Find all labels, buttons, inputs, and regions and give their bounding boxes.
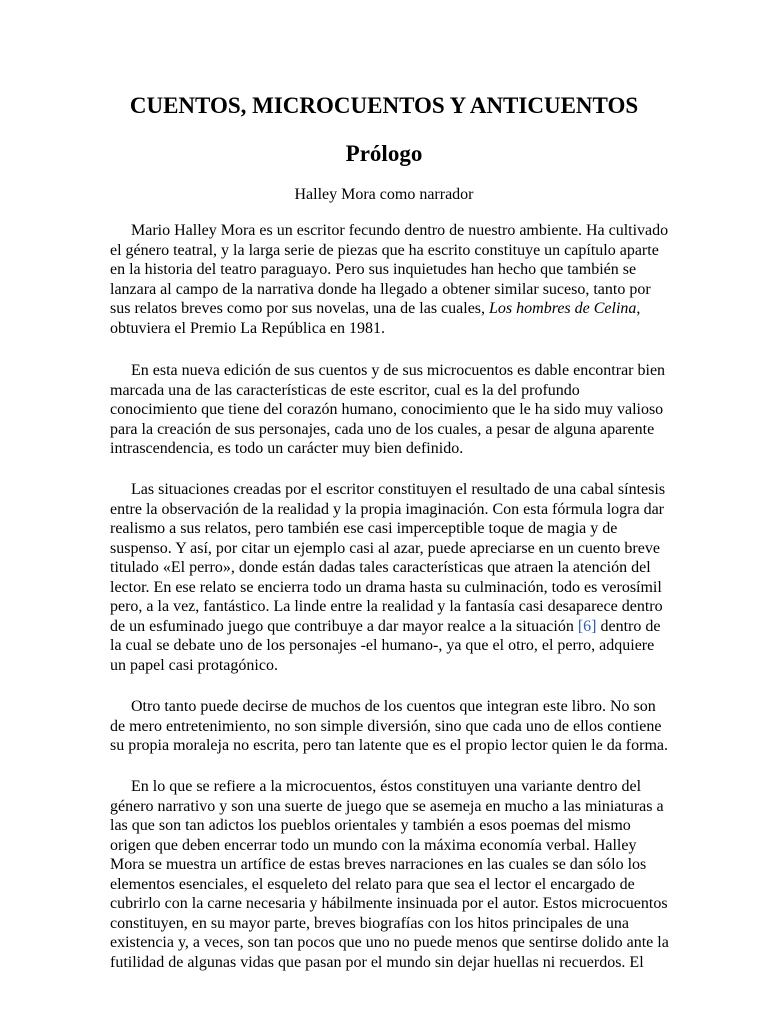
text-line: constituyen, en su mayor parte, breves biografías con los hitos principales de una xyxy=(110,914,629,932)
paragraph-1 xyxy=(110,221,730,338)
text-line: origen que deben encerrar todo un mundo con la máxima economía verbal. Halley xyxy=(110,836,637,854)
section-byline: Halley Mora como narrador xyxy=(294,186,474,203)
text-line: un papel casi protagónico. xyxy=(110,656,278,674)
text-segment: dentro de xyxy=(596,617,661,635)
text-line: lanzara al campo de la narrativa donde ha llegado a obtener similar suceso, tanto por xyxy=(110,280,651,298)
text-line: conocimiento que tiene del corazón humano, conocimiento que le ha sido muy valioso xyxy=(110,401,664,418)
text-line xyxy=(110,299,730,319)
text-line xyxy=(110,617,730,637)
paragraph-2 xyxy=(110,361,730,459)
text-line: Otro tanto puede decirse de muchos de los cuentos que integran este libro. No son xyxy=(131,698,656,715)
text-line: suspenso. Y así, por citar un ejemplo casi al azar, puede apreciarse en un cuento breve xyxy=(110,539,660,557)
text-line: de mero entretenimiento, no son simple diversión, sino que cada uno de ellos contiene xyxy=(110,717,662,735)
paragraph-4 xyxy=(110,697,730,756)
text-line: existencia y, a veces, son tan pocos que uno no puede menos que sentirse dolido ante la xyxy=(110,934,669,951)
book-title: Los hombres de Celina xyxy=(489,300,637,317)
footnote-link[interactable]: [6] xyxy=(577,617,597,635)
text-line: la cual se debate uno de los personajes -el humano-, ya que el otro, el perro, adquiere xyxy=(110,637,655,654)
text-segment: de un esfuminado juego que contribuye a dar mayor realce a la situación xyxy=(110,617,578,635)
text-line: futilidad de algunas vidas que pasan por el mundo sin dejar huellas ni recuerdos. El xyxy=(110,953,644,971)
text-line: género narrativo y son una suerte de juego que se asemeja en mucho a las miniaturas a xyxy=(110,797,664,815)
text-line: pero, a la vez, fantástico. La linde entre la realidad y la fantasía casi desaparece dentro xyxy=(110,598,663,615)
text-line: Mario Halley Mora es un escritor fecundo dentro de nuestro ambiente. Ha cultivado xyxy=(131,222,669,239)
text-line: titulado «El perro», donde están dadas tales características que atraen la atención del xyxy=(110,559,651,576)
text-line: marcada una de las características de este escritor, cual es la del profundo xyxy=(110,381,580,399)
text-line: en la historia del teatro paraguayo. Pero sus inquietudes han hecho que también se xyxy=(110,261,637,278)
text-line: Las situaciones creadas por el escritor constituyen el resultado de una cabal síntesis xyxy=(131,481,666,498)
text-line: intrascendencia, es todo un carácter muy bien definido. xyxy=(110,440,464,457)
text-segment: , xyxy=(636,300,641,317)
text-line: su propia moraleja no escrita, pero tan latente que es el propio lector quien le da forma. xyxy=(110,737,669,754)
text-line: lector. En ese relato se encierra todo un drama hasta su culminación, todo es verosímil xyxy=(110,578,662,596)
text-line: para la creación de sus personajes, cada uno de los cuales, a pesar de alguna aparente xyxy=(110,420,655,438)
text-segment: sus relatos breves como por sus novelas, una de las cuales, xyxy=(110,300,490,317)
paragraph-3 xyxy=(110,480,730,675)
text-line: realismo a sus relatos, pero también ese casi imperceptible toque de magia y de xyxy=(110,520,618,537)
document-title: CUENTOS, MICROCUENTOS Y ANTICUENTOS xyxy=(129,93,639,118)
text-line: entre la observación de la realidad y la propia imaginación. Con esta fórmula logra dar xyxy=(110,500,665,518)
text-line: obtuviera el Premio La República en 1981. xyxy=(110,319,386,337)
section-heading: Prólogo xyxy=(345,141,423,166)
text-line: cubrirlo con la carne necesaria y hábilmente insinuada por el autor. Estos microcuentos xyxy=(110,895,668,912)
text-line: Mora se muestra un artífice de estas breves narraciones en las cuales se dan sólo los xyxy=(110,856,647,873)
text-line: En lo que se refiere a la microcuentos, éstos constituyen una variante dentro del xyxy=(131,778,642,795)
text-line: elementos esenciales, el esqueleto del relato para que sea el lector el encargado de xyxy=(110,875,635,893)
text-line: el género teatral, y la larga serie de piezas que ha escrito constituye un capítulo aparte xyxy=(110,241,659,259)
text-line: En esta nueva edición de sus cuentos y de sus microcuentos es dable encontrar bien xyxy=(131,362,666,379)
text-line: las que son tan adictos los pueblos orientales y también a esos poemas del mismo xyxy=(110,817,631,834)
paragraph-5 xyxy=(110,777,730,972)
